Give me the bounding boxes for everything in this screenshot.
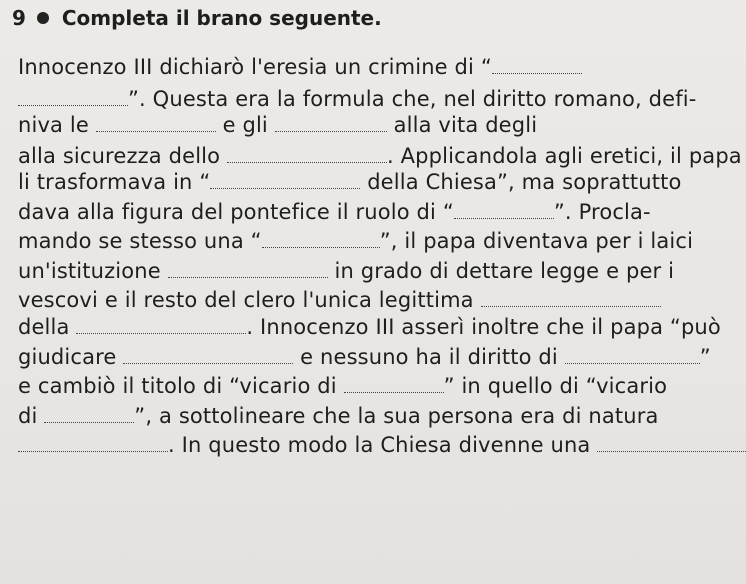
- text-line: [18, 199, 736, 225]
- text-segment: in grado di dettare legge e per i: [327, 259, 675, 283]
- blank-field[interactable]: [565, 347, 700, 364]
- exercise-number: 9: [12, 6, 26, 30]
- text-segment: ” in quello di “vicario: [443, 374, 668, 398]
- text-segment: ”: [699, 345, 711, 369]
- text-segment: della Chiesa”, ma soprattutto: [360, 170, 682, 194]
- text-segment: e nessuno ha il diritto di: [293, 345, 565, 369]
- text-segment: alla sicurezza dello: [18, 144, 227, 168]
- blank-field[interactable]: [262, 231, 380, 248]
- text-segment: alla vita degli: [386, 113, 538, 137]
- blank-field[interactable]: [492, 57, 582, 74]
- text-segment: ”. Procla-: [553, 200, 651, 224]
- text-segment: . Innocenzo III asserì inoltre che il papa “può: [246, 315, 721, 339]
- blank-field[interactable]: [275, 115, 387, 132]
- text-segment: . Applicandola agli eretici, il papa: [387, 144, 742, 168]
- exercise-title: Completa il brano seguente.: [61, 6, 382, 30]
- text-line: [18, 314, 736, 340]
- text-segment: di: [18, 404, 45, 428]
- text-line: [18, 432, 736, 458]
- text-segment: Innocenzo III dichiarò l'eresia un crimine di “: [18, 55, 492, 79]
- blank-field[interactable]: [344, 376, 444, 393]
- text-line: [18, 54, 736, 80]
- blank-field[interactable]: [210, 172, 360, 189]
- text-line: [18, 287, 736, 313]
- text-line: [18, 344, 736, 370]
- blank-field[interactable]: [168, 261, 328, 278]
- text-line: [18, 169, 736, 195]
- text-line: [18, 112, 736, 138]
- blank-field[interactable]: [44, 406, 134, 423]
- text-segment: mando se stesso una “: [18, 229, 262, 253]
- text-segment: li trasformava in “: [18, 170, 211, 194]
- blank-field[interactable]: [597, 435, 746, 452]
- text-segment: un'istituzione: [18, 259, 168, 283]
- blank-field[interactable]: [454, 202, 554, 219]
- text-segment: dava alla figura del pontefice il ruolo di “: [18, 200, 454, 224]
- blank-field[interactable]: [18, 89, 128, 106]
- blank-field[interactable]: [123, 347, 293, 364]
- text-segment: vescovi e il resto del clero l'unica legittima: [18, 288, 481, 312]
- text-line: [18, 143, 742, 169]
- text-line: [18, 403, 736, 429]
- text-segment: ”. Questa era la formula che, nel diritto romano, defi-: [128, 87, 697, 111]
- blank-field[interactable]: [96, 115, 216, 132]
- text-segment: . In questo modo la Chiesa divenne una: [168, 433, 598, 457]
- text-line: [18, 86, 736, 112]
- text-segment: e gli: [215, 113, 275, 137]
- text-line: [18, 373, 736, 399]
- blank-field[interactable]: [76, 317, 246, 334]
- text-segment: e cambiò il titolo di “vicario di: [18, 374, 344, 398]
- exercise-header: [12, 6, 382, 30]
- text-segment: ”, il papa diventava per i laici: [379, 229, 694, 253]
- blank-field[interactable]: [18, 435, 168, 452]
- text-segment: niva le: [18, 113, 96, 137]
- blank-field[interactable]: [481, 290, 661, 307]
- text-segment: giudicare: [18, 345, 124, 369]
- text-segment: ”, a sottolineare che la sua persona era di natura: [134, 404, 659, 428]
- text-line: [18, 228, 736, 254]
- text-segment: della: [18, 315, 77, 339]
- text-line: [18, 258, 736, 284]
- bullet-icon: [37, 12, 49, 24]
- blank-field[interactable]: [227, 146, 387, 163]
